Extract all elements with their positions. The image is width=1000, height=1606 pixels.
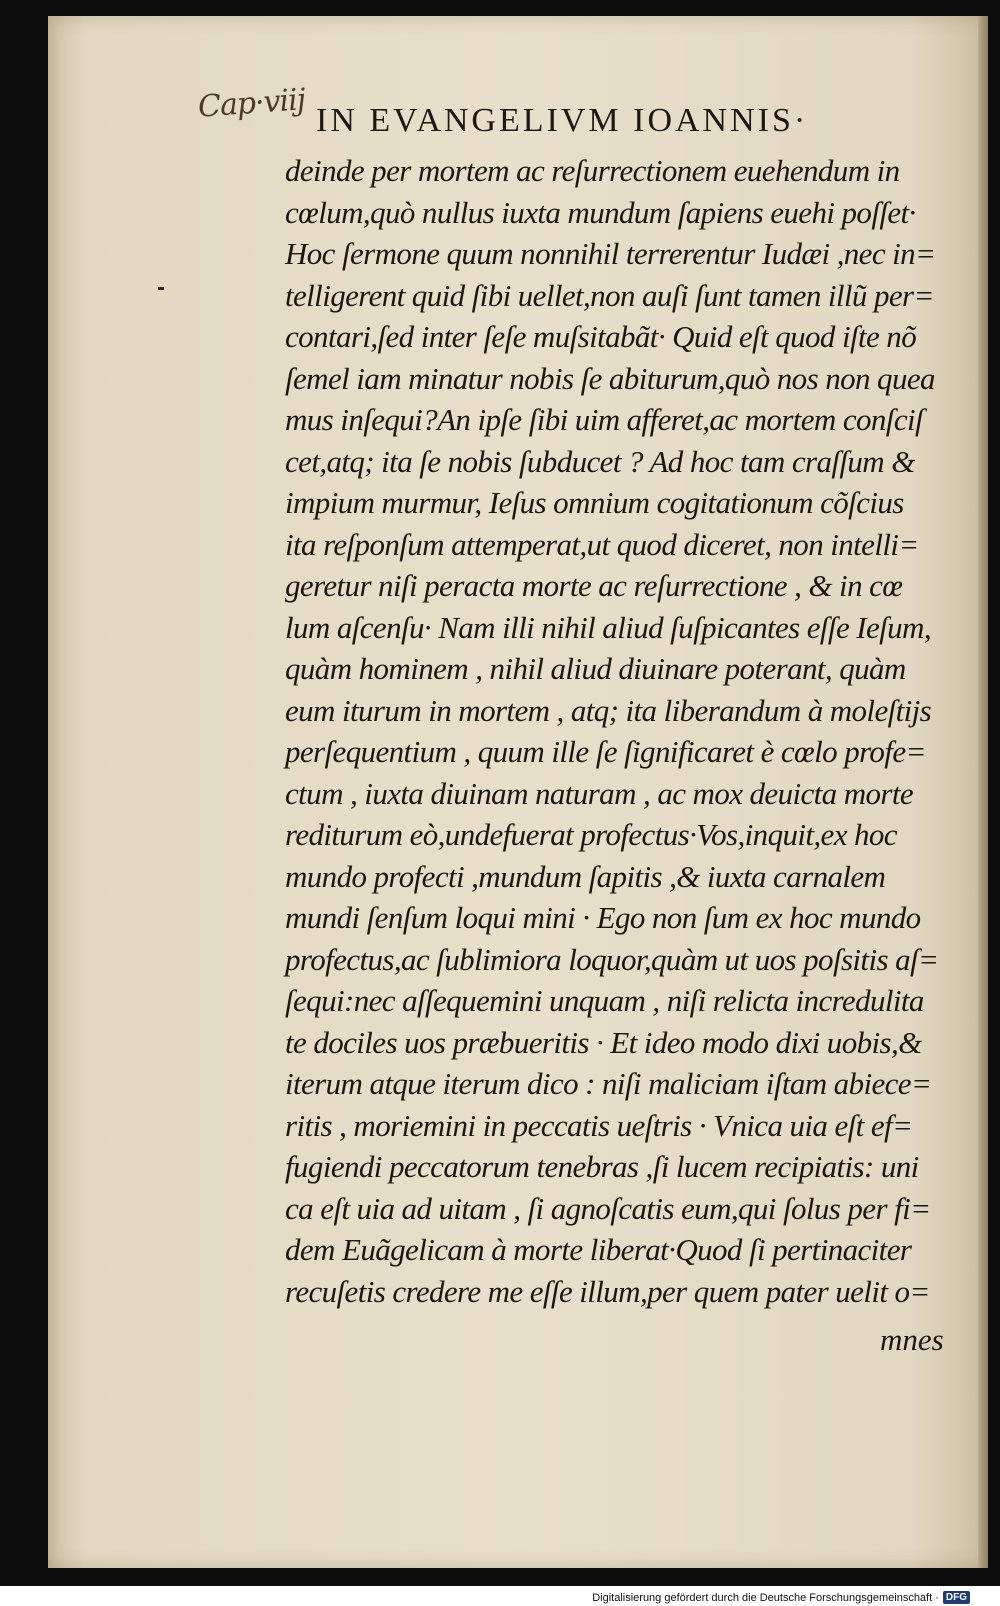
text-line: cœlum,quò nullus iuxta mundum ſapiens euehi poſſet· — [285, 194, 916, 230]
text-line: recuſetis credere me eſſe illum,per quem pater uelit o= — [285, 1273, 930, 1309]
text-line: deinde per mortem ac reſurrectionem euehendum in — [285, 153, 900, 188]
text-line: profectus,ac ſublimiora loquor,quàm ut uos poſsitis aſ= — [285, 941, 939, 977]
text-line: ritis , moriemini in peccatis ueſtris · Vnica uia eſt ef= — [285, 1107, 913, 1143]
text-line: impium murmur, Ieſus omnium cogitationum cõſcius — [285, 485, 904, 520]
text-line: ca eſt uia ad uitam , ſi agnoſcatis eum,qui ſolus per fi= — [285, 1190, 931, 1226]
text-line: contari,ſed inter ſeſe muſsitabãt· Quid eſt quod iſte nõ — [285, 319, 917, 354]
body-text — [285, 150, 955, 1312]
footer-credit — [592, 1591, 970, 1604]
text-line: telligerent quid ſibi uellet,non auſi ſunt tamen illũ per= — [285, 277, 934, 313]
text-line: quàm hominem , nihil aliud diuinare poterant, quàm — [285, 651, 906, 686]
funding-credit-text: Digitalisierung gefördert durch die Deutsche Forschungsgemeinschaft · — [592, 1591, 939, 1604]
text-line: cet,atq; ita ſe nobis ſubducet ? Ad hoc tam craſſum & — [285, 443, 915, 479]
text-line: ſemel iam minatur nobis ſe abiturum,quò nos non quea — [285, 360, 935, 396]
text-line: mundi ſenſum loqui mini · Ego non ſum ex hoc mundo — [285, 900, 921, 935]
text-line: lum aſcenſu· Nam illi nihil aliud ſuſpicantes eſſe Ieſum, — [285, 609, 931, 645]
handwritten-margin-note: Cap·viij — [196, 82, 307, 125]
margin-dot — [158, 287, 164, 290]
text-line: geretur niſi peracta morte ac reſurrectione , & in cœ — [285, 568, 903, 603]
text-line: rediturum eò,undefuerat profectus·Vos,inquit,ex hoc — [285, 817, 897, 852]
catchword: mnes — [880, 1322, 944, 1357]
page-edge — [978, 16, 988, 1568]
text-line: ſequi:nec aſſequemini unquam , niſi relicta incredulita — [285, 983, 924, 1018]
running-head: IN EVANGELIVM IOANNIS· — [316, 102, 809, 139]
text-line: mus inſequi?An ipſe ſibi uim afferet,ac mortem conſciſ — [285, 402, 924, 437]
text-line: te dociles uos præbueritis · Et ideo modo dixi uobis,& — [285, 1024, 922, 1060]
text-line: perſequentium , quum ille ſe ſignificaret è cœlo profe= — [285, 734, 926, 769]
text-line: iterum atque iterum dico : niſi maliciam iſtam abiece= — [285, 1066, 932, 1101]
text-line: ctum , iuxta diuinam naturam , ac mox deuicta morte — [285, 775, 914, 811]
dfg-logo: DFG — [943, 1591, 970, 1604]
text-line: Hoc ſermone quum nonnihil terrerentur Iudæi ,nec in= — [285, 236, 936, 271]
text-line: mundo profecti ,mundum ſapitis ,& iuxta carnalem — [285, 858, 886, 894]
text-line: fugiendi peccatorum tenebras ,ſi lucem recipiatis: uni — [285, 1149, 919, 1184]
text-line: dem Euãgelicam à morte liberat·Quod ſi pertinaciter — [285, 1232, 912, 1267]
text-line: eum iturum in mortem , atq; ita liberandum à moleſtijs — [285, 692, 932, 728]
text-line: ita reſponſum attemperat,ut quod diceret, non intelli= — [285, 526, 919, 562]
